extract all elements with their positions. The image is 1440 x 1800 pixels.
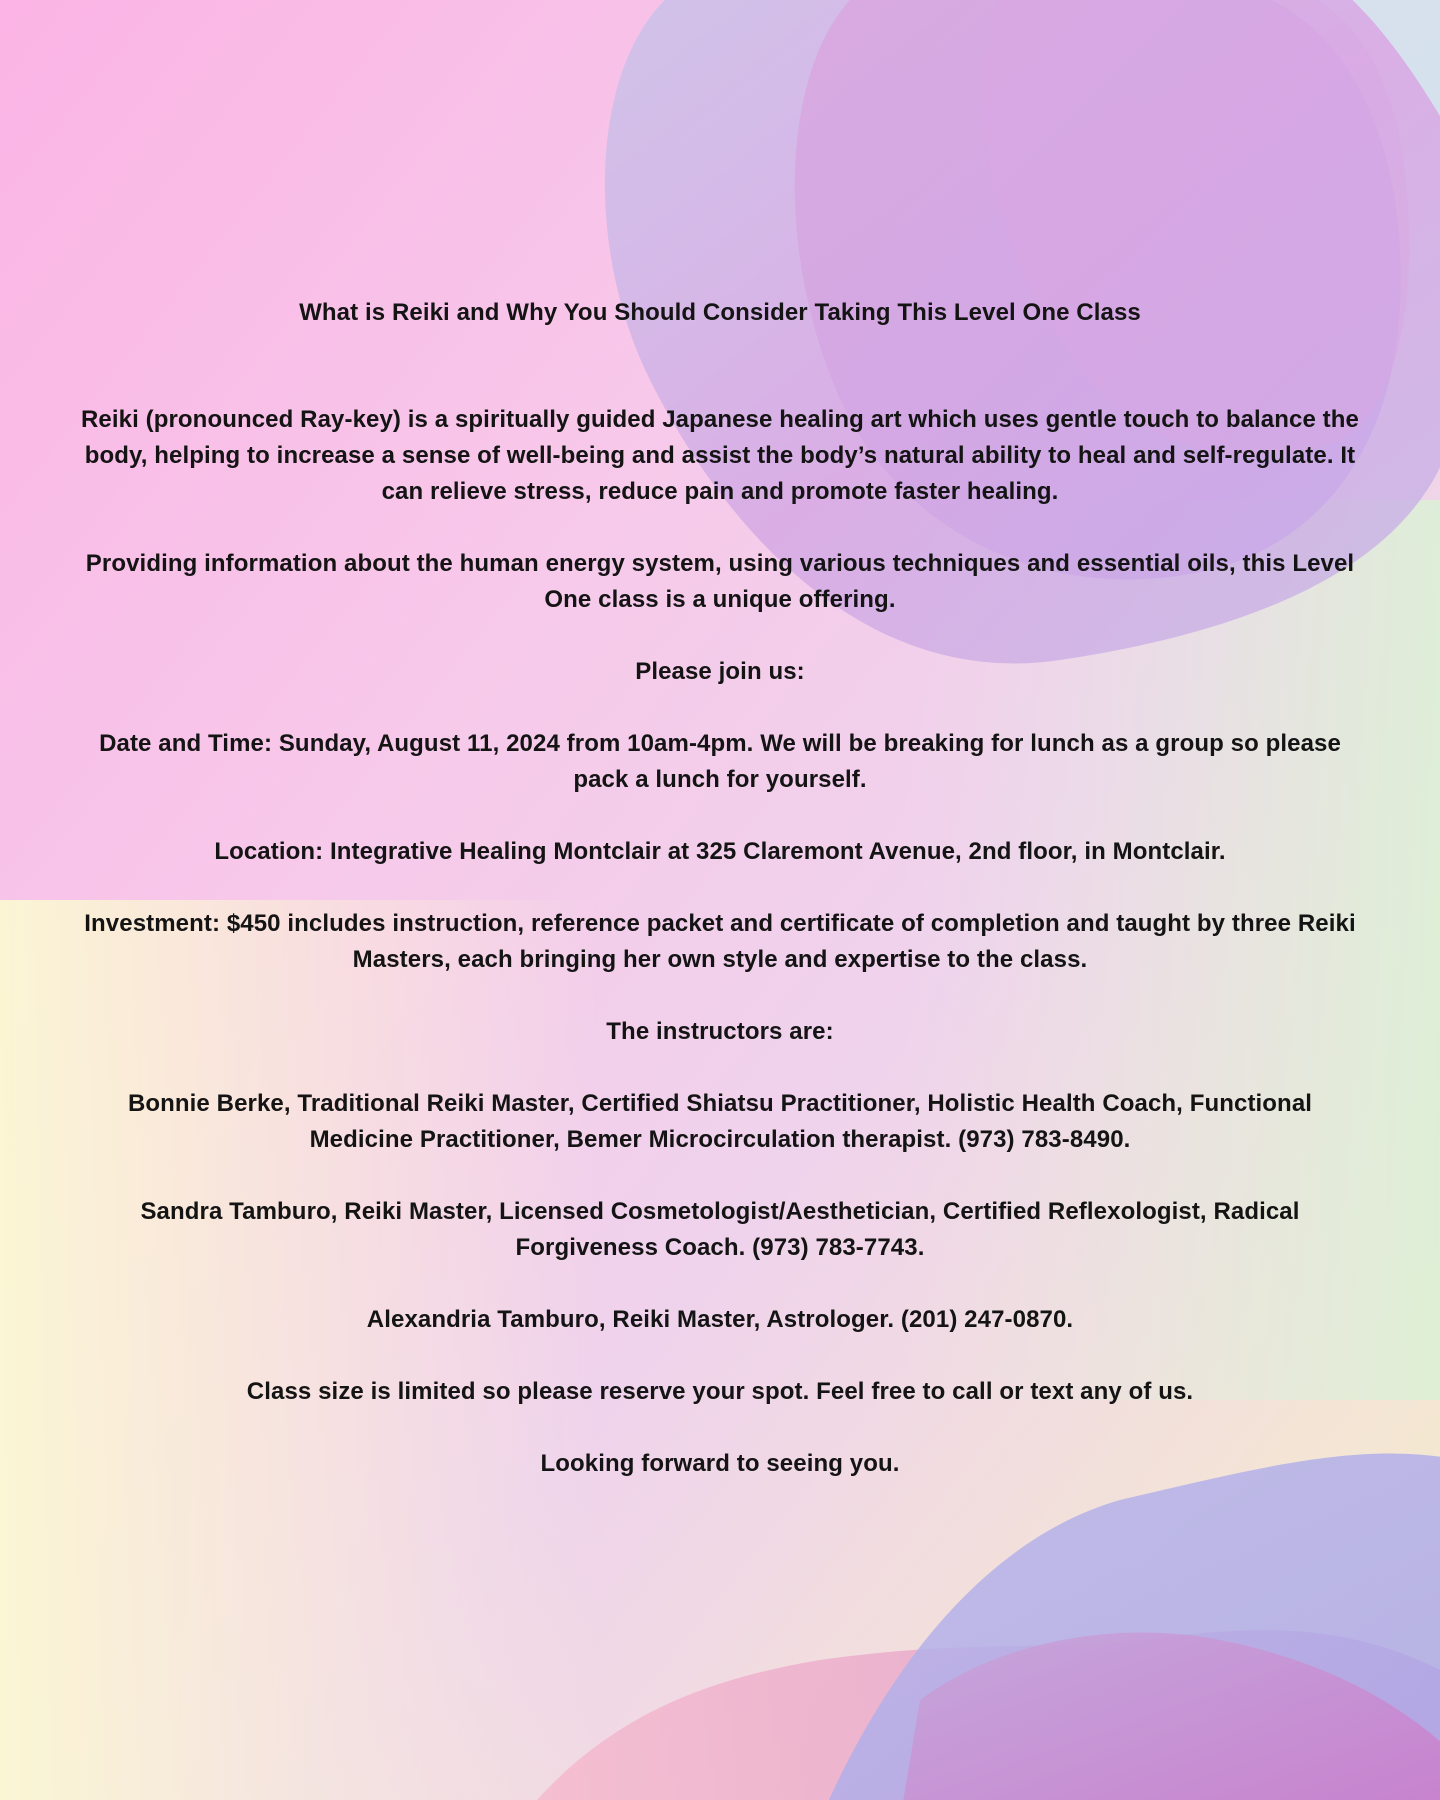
paragraph-instructors-heading: The instructors are: <box>606 1018 834 1045</box>
paragraph-join-us: Please join us: <box>635 658 805 685</box>
paragraph-instructor-alexandria: Alexandria Tamburo, Reiki Master, Astrologer. (201) 247-0870. <box>366 1306 1074 1333</box>
paragraph-intro: Reiki (pronounced Ray-key) is a spiritually guided Japanese healing art which uses gentle touch to balance the body, helping to increase a sense of well-being and assist the body’s natural ability to heal and self-regulate. It can relieve stress, reduce pain and promote faster healing. <box>81 406 1359 505</box>
paragraph-date-time: Date and Time: Sunday, August 11, 2024 from 10am-4pm. We will be breaking for lunch as a group so please pack a lunch for yourself. <box>99 730 1341 793</box>
paragraph-closing: Looking forward to seeing you. <box>540 1450 900 1477</box>
paragraph-instructor-sandra: Sandra Tamburo, Reiki Master, Licensed Cosmetologist/Aesthetician, Certified Reflexologist, Radical Forgiveness Coach. (973) 783-7743. <box>140 1198 1300 1261</box>
paragraph-offering: Providing information about the human energy system, using various techniques and essential oils, this Level One class is a unique offering. <box>85 550 1355 613</box>
body-text <box>60 402 1380 1518</box>
paragraph-instructor-bonnie: Bonnie Berke, Traditional Reiki Master, Certified Shiatsu Practitioner, Holistic Health Coach, Functional Medicine Practitioner, Bemer Microcirculation therapist. (973) 783-8490. <box>127 1090 1313 1153</box>
paragraph-class-size: Class size is limited so please reserve your spot. Feel free to call or text any of us. <box>246 1378 1194 1405</box>
paragraph-location: Location: Integrative Healing Montclair at 325 Claremont Avenue, 2nd floor, in Montclair. <box>214 838 1226 865</box>
paragraph-investment: Investment: $450 includes instruction, reference packet and certificate of completion and taught by three Reiki Masters, each bringing her own style and expertise to the class. <box>84 910 1356 973</box>
page-title: What is Reiki and Why You Should Consider Taking This Level One Class <box>299 299 1141 326</box>
